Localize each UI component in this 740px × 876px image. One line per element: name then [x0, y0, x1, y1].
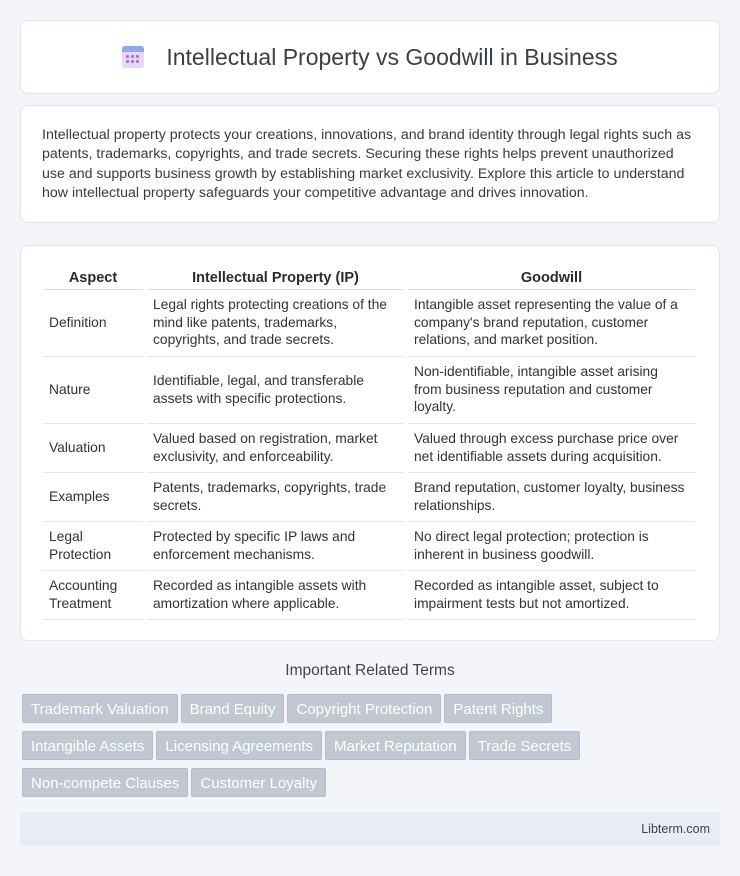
- aspect-cell: Legal Protection: [43, 522, 143, 571]
- aspect-cell: Nature: [43, 357, 143, 424]
- comparison-table: [39, 266, 699, 620]
- comparison-card: [20, 245, 720, 641]
- goodwill-cell: Valued through excess purchase price over net identifiable assets during acquisition.: [408, 424, 695, 473]
- column-header-goodwill: Goodwill: [408, 266, 695, 290]
- ip-cell: Legal rights protecting creations of the mind like patents, trademarks, copyrights, and trade secrets.: [147, 290, 404, 357]
- tag-copyright-protection[interactable]: Copyright Protection: [287, 694, 441, 723]
- ip-cell: Recorded as intangible assets with amortization where applicable.: [147, 571, 404, 620]
- aspect-cell: Accounting Treatment: [43, 571, 143, 620]
- tag-licensing-agreements[interactable]: Licensing Agreements: [156, 731, 322, 760]
- tag-trademark-valuation[interactable]: Trademark Valuation: [22, 694, 178, 723]
- tag-customer-loyalty[interactable]: Customer Loyalty: [191, 768, 326, 797]
- column-header-ip: Intellectual Property (IP): [147, 266, 404, 290]
- goodwill-cell: No direct legal protection; protection is inherent in business goodwill.: [408, 522, 695, 571]
- footer: [20, 812, 720, 846]
- aspect-cell: Examples: [43, 473, 143, 522]
- calendar-icon: [122, 46, 144, 68]
- page-title: Intellectual Property vs Goodwill in Business: [166, 43, 618, 70]
- goodwill-cell: Non-identifiable, intangible asset arising from business reputation and customer loyalty.: [408, 357, 695, 424]
- aspect-cell: Valuation: [43, 424, 143, 473]
- goodwill-cell: Brand reputation, customer loyalty, business relationships.: [408, 473, 695, 522]
- intro-card: [20, 105, 720, 223]
- tag-brand-equity[interactable]: Brand Equity: [181, 694, 285, 723]
- tag-intangible-assets[interactable]: Intangible Assets: [22, 731, 153, 760]
- related-terms-title: Important Related Terms: [285, 662, 455, 679]
- goodwill-cell: Intangible asset representing the value of a company's brand reputation, customer relations, and market position.: [408, 290, 695, 357]
- column-header-aspect: Aspect: [43, 266, 143, 290]
- table-header-row: [43, 266, 695, 290]
- table-row: [43, 473, 695, 522]
- ip-cell: Protected by specific IP laws and enforcement mechanisms.: [147, 522, 404, 571]
- table-row: [43, 571, 695, 620]
- header-card: [20, 20, 720, 94]
- tag-trade-secrets[interactable]: Trade Secrets: [469, 731, 581, 760]
- ip-cell: Valued based on registration, market exclusivity, and enforceability.: [147, 424, 404, 473]
- footer-site-link[interactable]: Libterm.com: [641, 822, 710, 836]
- intro-text: Intellectual property protects your creations, innovations, and brand identity through legal rights such as patents, trademarks, copyrights, and trade secrets. Securing these rights helps prevent unauthorized use and supports business growth by establishing market exclusivity. Explore this article to understand how intellectual property safeguards your competitive advantage and drives innovation.: [42, 127, 692, 201]
- ip-cell: Identifiable, legal, and transferable assets with specific protections.: [147, 357, 404, 424]
- tag-patent-rights[interactable]: Patent Rights: [444, 694, 552, 723]
- tag-market-reputation[interactable]: Market Reputation: [325, 731, 466, 760]
- goodwill-cell: Recorded as intangible asset, subject to impairment tests but not amortized.: [408, 571, 695, 620]
- related-terms-list: [22, 694, 702, 805]
- table-row: [43, 424, 695, 473]
- table-row: [43, 522, 695, 571]
- ip-cell: Patents, trademarks, copyrights, trade secrets.: [147, 473, 404, 522]
- tag-non-compete-clauses[interactable]: Non-compete Clauses: [22, 768, 188, 797]
- table-row: [43, 290, 695, 357]
- table-row: [43, 357, 695, 424]
- aspect-cell: Definition: [43, 290, 143, 357]
